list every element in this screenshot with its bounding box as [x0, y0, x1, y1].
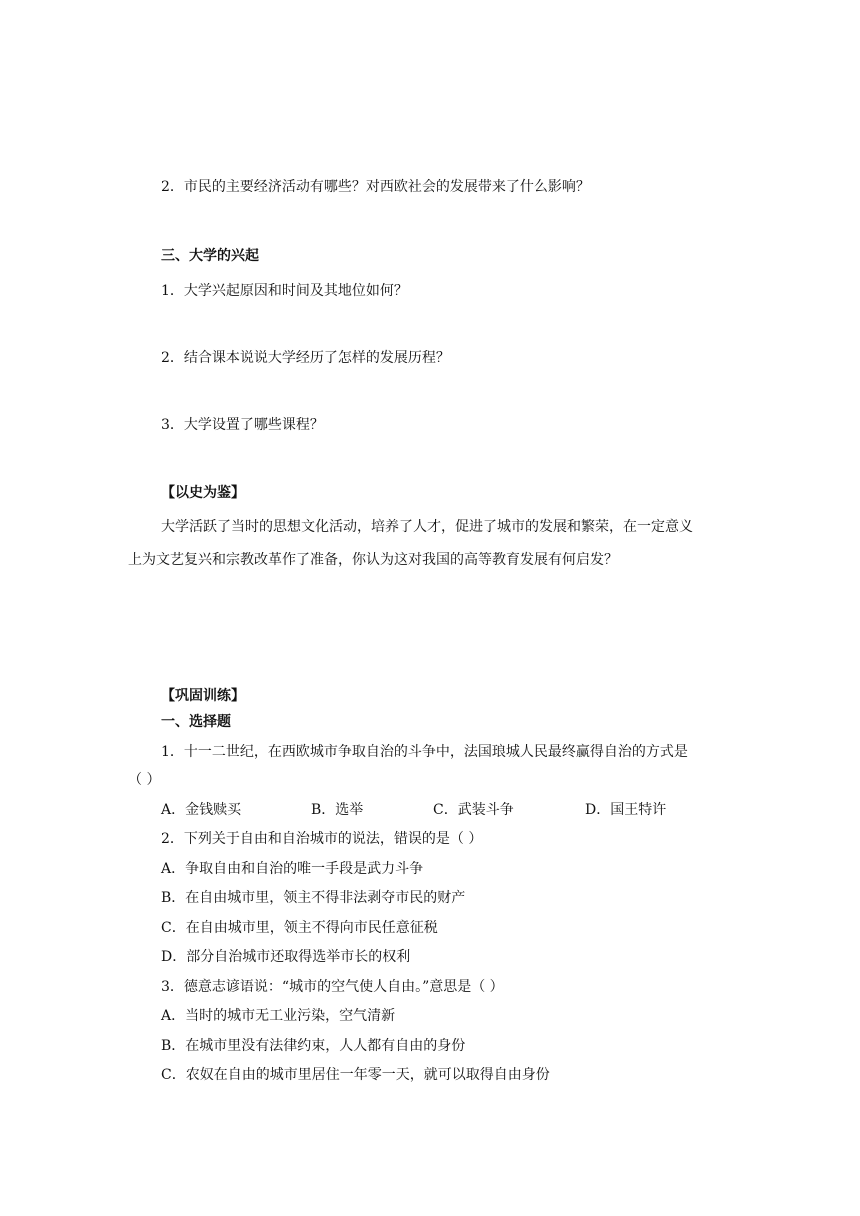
section-heading-mirror: 【以史为鉴】 [161, 485, 245, 501]
practice-q1-stem-line-2: （ ） [128, 772, 161, 788]
subheading-multiple-choice: 一、选择题 [161, 714, 231, 730]
practice-q1-stem-line-1: 1．十一二世纪，在西欧城市争取自治的斗争中，法国琅城人民最终赢得自治的方式是 [161, 744, 688, 760]
practice-q3-option-b: B．在城市里没有法律约束，人人都有自由的身份 [161, 1038, 466, 1054]
practice-q2-option-a: A．争取自由和自治的唯一手段是武力斗争 [161, 861, 424, 877]
mirror-paragraph-line-1: 大学活跃了当时的思想文化活动，培养了人才，促进了城市的发展和繁荣，在一定意义 [161, 519, 693, 535]
section-heading-university-rise: 三、大学的兴起 [161, 248, 259, 264]
practice-q2-option-b: B．在自由城市里，领主不得非法剥夺市民的财产 [161, 890, 466, 906]
mirror-paragraph-line-2: 上为文艺复兴和宗教改革作了准备，你认为这对我国的高等教育发展有何启发？ [128, 552, 618, 568]
question-3-university-courses: 3．大学设置了哪些课程？ [161, 417, 324, 433]
practice-q1-option-d: D．国王特许 [585, 802, 667, 818]
practice-q3-option-a: A．当时的城市无工业污染，空气清新 [161, 1008, 396, 1024]
question-1-university-origin: 1．大学兴起原因和时间及其地位如何？ [161, 283, 408, 299]
practice-q1-option-c: C．武装斗争 [433, 802, 514, 818]
practice-q1-option-b: B．选举 [311, 802, 364, 818]
practice-q2-stem: 2．下列关于自由和自治城市的说法，错误的是（ ） [161, 831, 483, 847]
practice-q3-stem: 3．德意志谚语说：“城市的空气使人自由。”意思是（ ） [161, 979, 504, 995]
practice-q3-option-c: C．农奴在自由的城市里居住一年零一天，就可以取得自由身份 [161, 1067, 550, 1083]
question-2-economic-activities: 2．市民的主要经济活动有哪些？对西欧社会的发展带来了什么影响？ [161, 179, 590, 195]
question-2-university-development: 2．结合课本说说大学经历了怎样的发展历程？ [161, 350, 450, 366]
practice-q1-option-a: A．金钱赎买 [161, 802, 242, 818]
practice-q2-option-c: C．在自由城市里，领主不得向市民任意征税 [161, 920, 438, 936]
practice-q2-option-d: D．部分自治城市还取得选举市长的权利 [161, 949, 411, 965]
section-heading-practice: 【巩固训练】 [161, 688, 245, 704]
